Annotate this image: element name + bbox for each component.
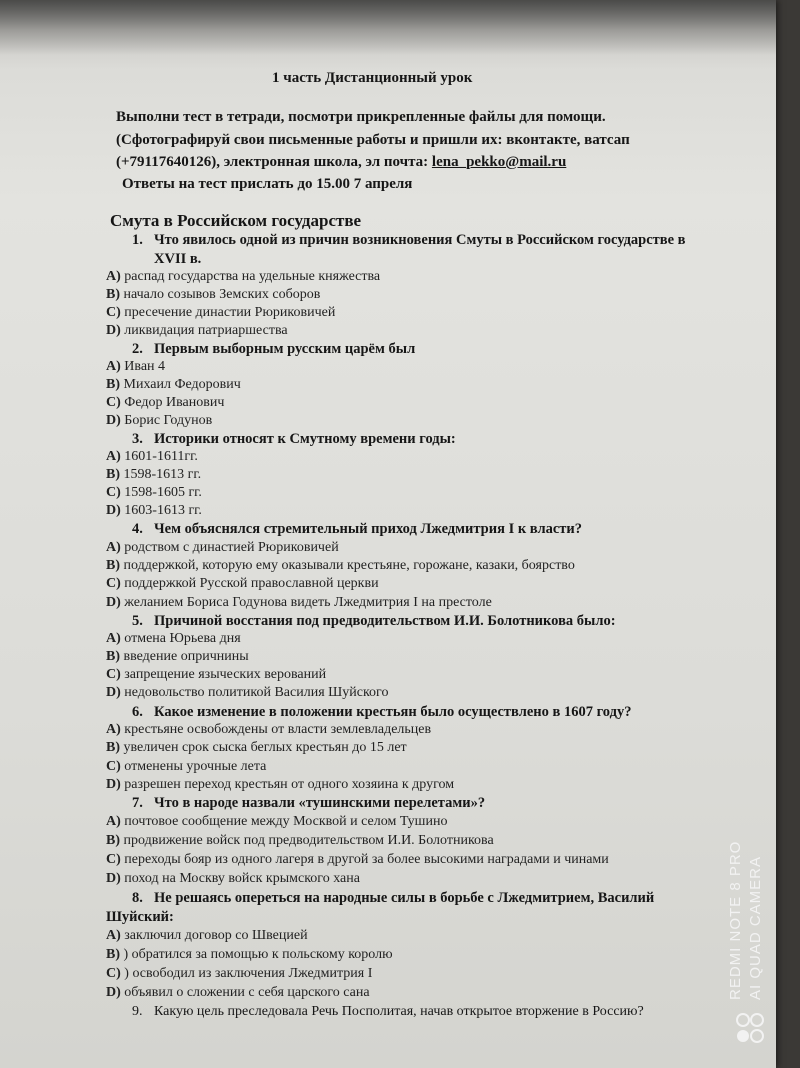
option: С) запрещение языческих верований — [106, 667, 327, 682]
watermark-text — [726, 841, 766, 1000]
watermark-line-2: AI QUAD CAMERA — [747, 855, 764, 1000]
email-link[interactable]: lena_pekko@mail.ru — [431, 154, 567, 170]
option: С) переходы бояр из одного лагеря в другой за более высокими наградами и чинами — [106, 852, 609, 867]
question-1: 1. Что явилось одной из причин возникновения Смуты в Российском государстве в — [132, 232, 686, 248]
watermark-line-1: REDMI NOTE 8 PRO — [727, 840, 744, 1000]
option: А) Иван 4 — [106, 359, 166, 374]
section-title: Смута в Российском государстве — [110, 211, 362, 230]
question-8: 8. Не решаясь опереться на народные силы в борьбе с Лжедмитрием, Василий — [132, 890, 655, 906]
question-2: 2. Первым выборным русским царём был — [132, 341, 416, 357]
option: В) 1598-1613 гг. — [106, 467, 202, 482]
option: А) заключил договор со Швецией — [106, 928, 308, 943]
option: D) поход на Москву войск крымского хана — [106, 871, 360, 886]
instruction-line-3 — [116, 154, 566, 171]
question-8-cont: Шуйский: — [106, 909, 174, 925]
option: В) введение опричнины — [106, 649, 249, 664]
option: D) объявил о сложении с себя царского сана — [106, 985, 370, 1000]
option: С) ) освободил из заключения Лжедмитрия I — [106, 966, 373, 981]
option: D) Борис Годунов — [106, 413, 213, 428]
option: D) разрешен переход крестьян от одного хозяина к другом — [106, 777, 455, 792]
option: А) родством с династией Рюриковичей — [106, 540, 339, 555]
instruction-contacts: (+79117640126), электронная школа, эл почта: — [116, 154, 432, 170]
option: D) недовольство политикой Василия Шуйского — [106, 685, 389, 700]
option: В) Михаил Федорович — [106, 377, 241, 392]
camera-lenses-icon — [734, 1010, 766, 1062]
question-9: 9. Какую цель преследовала Речь Посполитая, начав открытое вторжение в Россию? — [132, 1004, 644, 1019]
option: D) желанием Бориса Годунова видеть Лжедмитрия I на престоле — [106, 595, 492, 610]
option: С) поддержкой Русской православной церкви — [106, 576, 379, 591]
option: С) Федор Иванович — [106, 395, 225, 410]
instruction-line-4: Ответы на тест прислать до 15.00 7 апреля — [122, 176, 413, 192]
option: А) отмена Юрьева дня — [106, 631, 241, 646]
option: С) пресечение династии Рюриковичей — [106, 305, 336, 320]
question-4: 4. Чем объяснялся стремительный приход Лжедмитрия I к власти? — [132, 521, 582, 537]
question-3: 3. Историки относят к Смутному времени годы: — [132, 431, 456, 447]
option: А) почтовое сообщение между Москвой и селом Тушино — [106, 814, 448, 829]
page-title: 1 часть Дистанционный урок — [272, 70, 473, 86]
option: С) 1598-1605 гг. — [106, 485, 202, 500]
camera-watermark — [726, 820, 772, 1020]
instruction-line-2: (Сфотографируй свои письменные работы и пришли их: вконтакте, ватсап — [116, 132, 630, 148]
question-7: 7. Что в народе назвали «тушинскими перелетами»? — [132, 795, 486, 811]
option: В) ) обратился за помощью к польскому королю — [106, 947, 393, 962]
option: А) крестьяне освобождены от власти землевладельцев — [106, 722, 432, 737]
question-1-cont: XVII в. — [154, 251, 202, 267]
option: А) 1601-1611гг. — [106, 449, 198, 464]
option: В) начало созывов Земских соборов — [106, 287, 321, 302]
instruction-line-1: Выполни тест в тетради, посмотри прикрепленные файлы для помощи. — [116, 109, 606, 125]
question-6: 6. Какое изменение в положении крестьян было осуществлено в 1607 году? — [132, 704, 632, 720]
option: В) продвижение войск под предводительством И.И. Болотникова — [106, 833, 494, 848]
option: В) увеличен срок сыска беглых крестьян до 15 лет — [106, 740, 407, 755]
option: D) ликвидация патриаршества — [106, 323, 288, 338]
question-5: 5. Причиной восстания под предводительством И.И. Болотникова было: — [132, 613, 616, 629]
page-shadow — [0, 0, 776, 55]
option: С) отменены урочные лета — [106, 759, 267, 774]
option: В) поддержкой, которую ему оказывали крестьяне, горожане, казаки, боярство — [106, 558, 575, 573]
option: D) 1603-1613 гг. — [106, 503, 202, 518]
option: А) распад государства на удельные княжества — [106, 269, 381, 284]
